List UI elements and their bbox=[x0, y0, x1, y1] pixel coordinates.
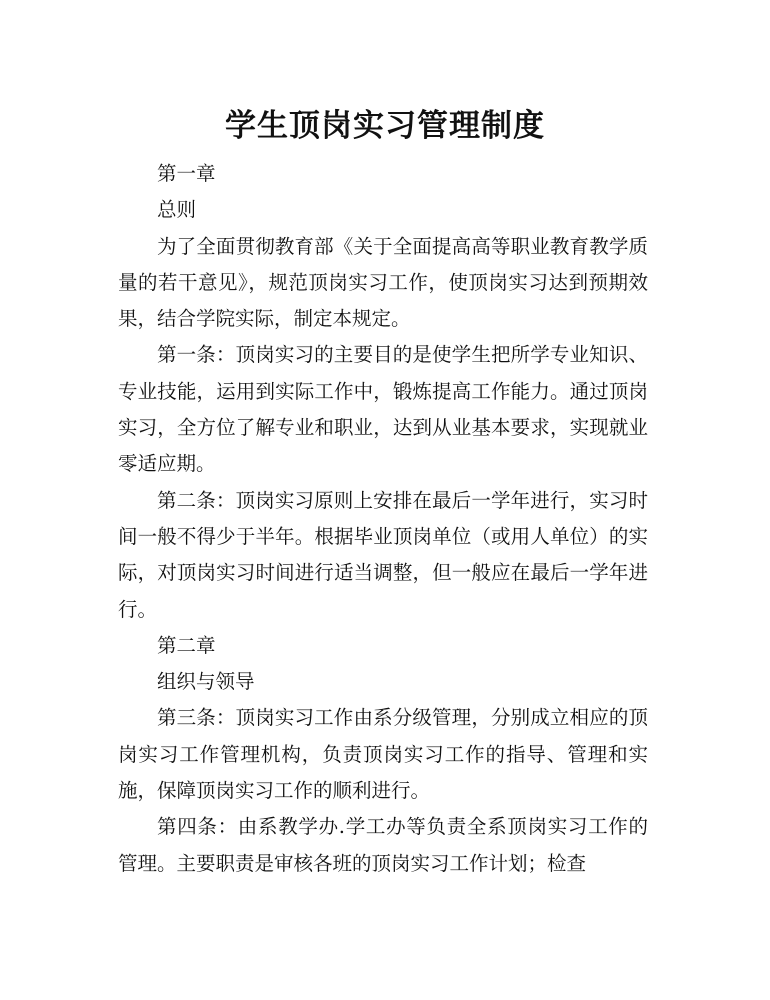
chapter-title-2: 组织与领导 bbox=[157, 670, 255, 694]
chapter-heading-2: 第二章 bbox=[157, 633, 216, 657]
chapter-heading-1: 第一章 bbox=[157, 162, 216, 185]
document-body bbox=[118, 156, 648, 882]
document-title: 学生顶岗实习管理制度 bbox=[225, 108, 545, 144]
article-1-paragraph: 第一条：顶岗实习的主要目的是使学生把所学专业知识、专业技能，运用到实际工作中，锻炼提高工作能力。通过顶岗实习，全方位了解专业和职业，达到从业基本要求，实现就业零适应期。 bbox=[118, 343, 648, 476]
intro-paragraph: 为了全面贯彻教育部《关于全面提高高等职业教育教学质量的若干意见》，规范顶岗实习工作，使顶岗实习达到预期效果，结合学院实际，制定本规定。 bbox=[118, 234, 648, 331]
chapter-title-1: 总则 bbox=[157, 198, 197, 222]
article-4-paragraph: 第四条：由系教学办.学工办等负责全系顶岗实习工作的管理。主要职责是审核各班的顶岗实习工作计划；检查 bbox=[118, 815, 648, 875]
article-3-paragraph: 第三条：顶岗实习工作由系分级管理，分别成立相应的顶岗实习工作管理机构，负责顶岗实习工作的指导、管理和实施，保障顶岗实习工作的顺利进行。 bbox=[118, 706, 648, 803]
article-2-paragraph: 第二条：顶岗实习原则上安排在最后一学年进行，实习时间一般不得少于半年。根据毕业顶岗单位（或用人单位）的实际，对顶岗实习时间进行适当调整，但一般应在最后一学年进行。 bbox=[118, 488, 648, 621]
